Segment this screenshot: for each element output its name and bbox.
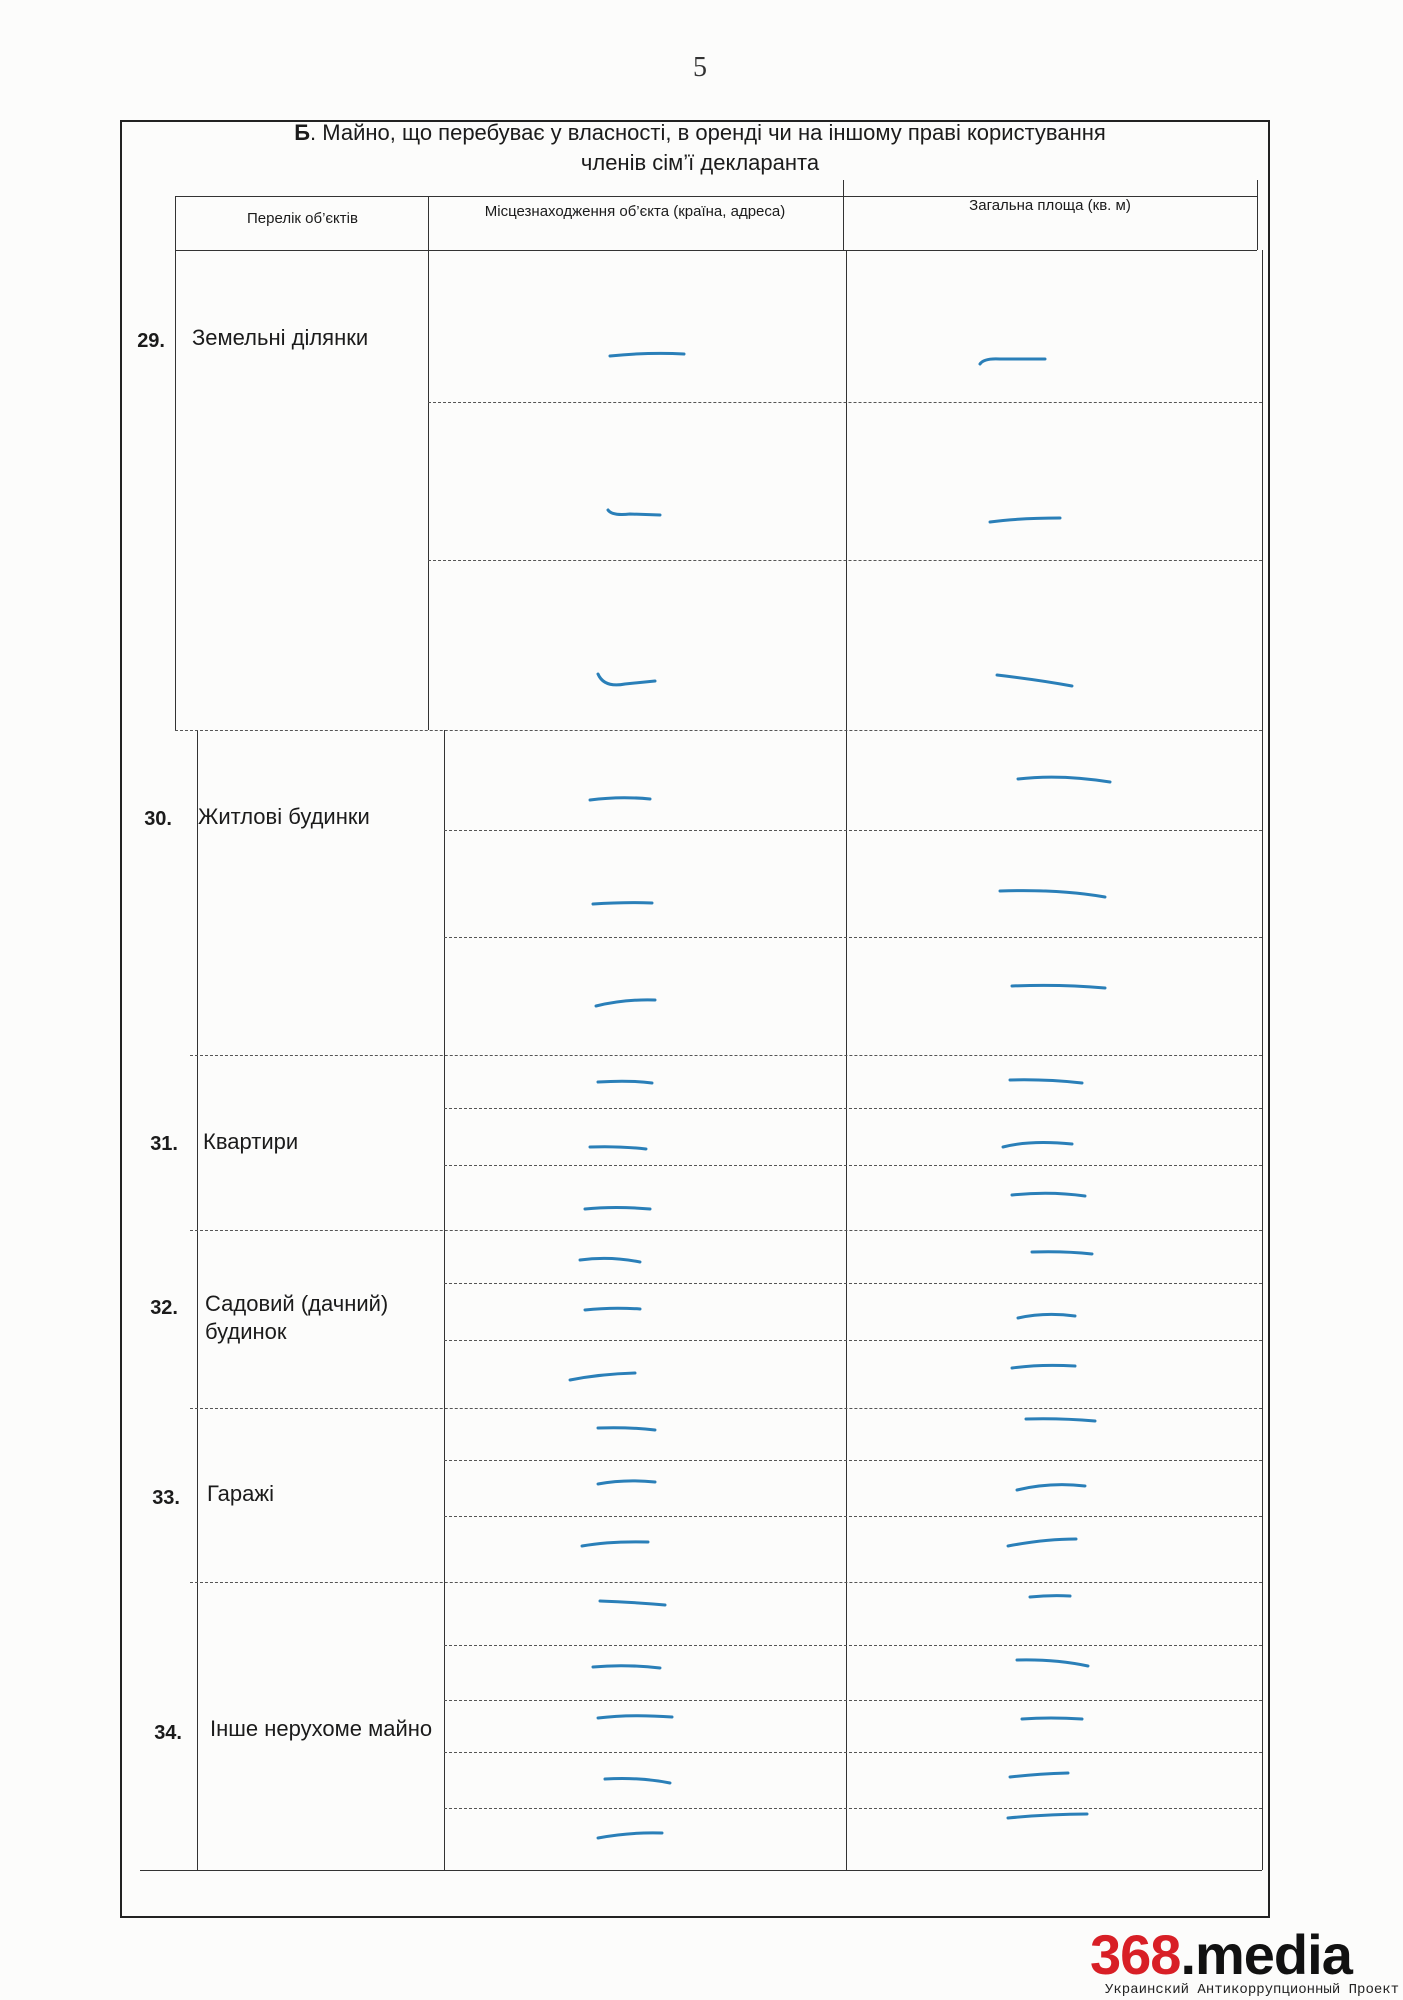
page-number: 5 — [693, 52, 707, 83]
watermark-number: 368 — [1090, 1923, 1181, 1986]
row-number-33: 33. — [152, 1487, 180, 1509]
row-label-garden-house: Садовий (дачний) будинок — [205, 1291, 389, 1344]
section-letter: Б — [294, 120, 311, 145]
row-number-31: 31. — [150, 1133, 178, 1155]
row-label-land: Земельні ділянки — [192, 325, 369, 350]
column-header-area: Загальна площа (кв. м) — [969, 197, 1131, 214]
watermark-brand: .media — [1180, 1923, 1352, 1986]
row-label-houses: Житлові будинки — [198, 804, 370, 829]
column-header-objects: Перелік об’єктів — [247, 210, 358, 227]
watermark-logo — [1090, 1922, 1352, 1987]
row-label-apartments: Квартири — [203, 1129, 299, 1154]
section-title-line2: членів сім’ї декларанта — [580, 150, 820, 175]
row-number-34: 34. — [154, 1722, 182, 1744]
row-number-32: 32. — [150, 1297, 178, 1319]
section-title-line1: . Майно, що перебуває у власності, в оренді чи на іншому праві користування — [310, 120, 1106, 145]
row-number-30: 30. — [144, 808, 172, 830]
row-label-garages: Гаражі — [207, 1481, 274, 1506]
column-header-location: Місцезнаходження об’єкта (країна, адреса) — [484, 203, 786, 220]
row-number-29: 29. — [137, 330, 165, 352]
row-label-other-realty: Інше нерухоме майно — [210, 1716, 433, 1741]
watermark-subtitle: Украинский Антикоррупционный Проект — [1105, 1982, 1400, 1998]
